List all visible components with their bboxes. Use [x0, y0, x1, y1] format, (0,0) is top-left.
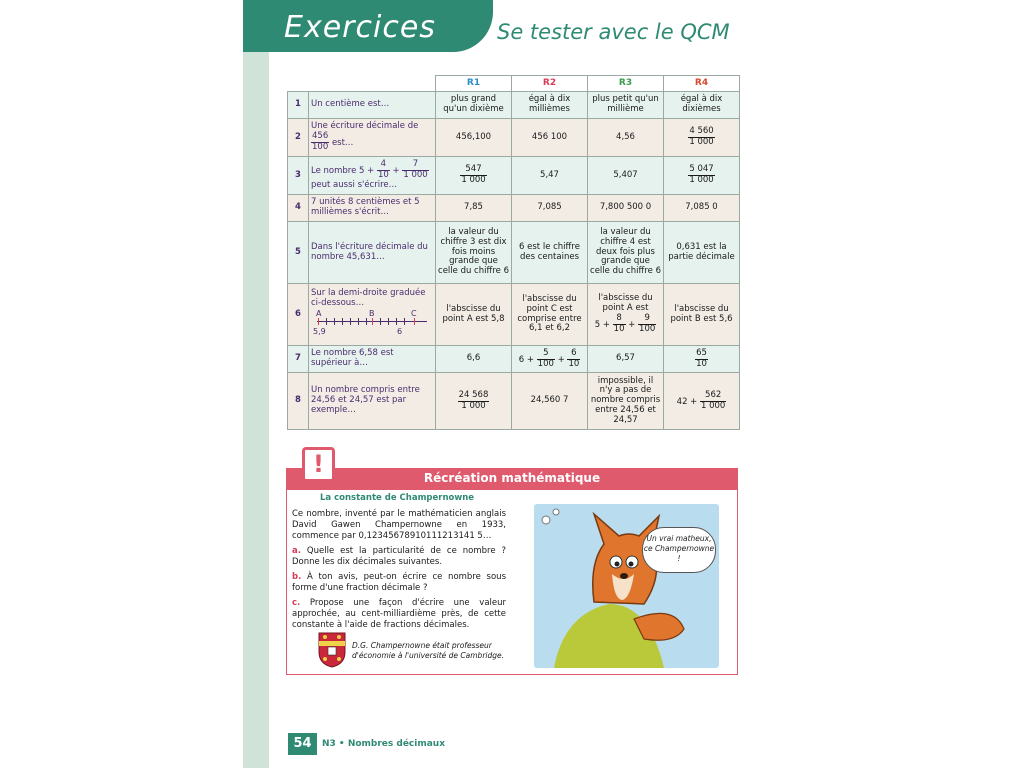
recreation-subtitle: La constante de Champernowne [320, 493, 475, 503]
page-title: Exercices [284, 10, 436, 45]
answer-cell: 6,57 [588, 346, 664, 373]
ruler-label-b: B [369, 309, 375, 319]
answer-cell: l'abscisse du point B est 5,6 [664, 284, 740, 346]
question-number: 2 [288, 119, 309, 157]
ruler-tick [350, 318, 351, 325]
recreation-text [292, 493, 506, 636]
qcm-table [287, 75, 740, 430]
page-number: 54 [288, 733, 317, 755]
question-number: 1 [288, 92, 309, 119]
table-row [288, 195, 740, 222]
answer-cell: plus grand qu'un dixième [436, 92, 512, 119]
column-header-r3: R3 [588, 76, 664, 92]
answer-cell: plus petit qu'un millième [588, 92, 664, 119]
answer-cell: 4,56 [588, 119, 664, 157]
answer-cell: 7,85 [436, 195, 512, 222]
graduated-ruler [311, 310, 429, 340]
ruler-tick [334, 318, 335, 325]
fraction: $\frac{65}{10}$ [696, 347, 707, 369]
question-text [309, 119, 436, 157]
ruler-tick [366, 318, 367, 325]
answer-cell: 24,560 7 [512, 373, 588, 430]
table-row [288, 157, 740, 195]
question-text: Dans l'écriture décimale du nombre 45,631… [309, 222, 436, 284]
answer-cell: la valeur du chiffre 4 est deux fois plus grande que celle du chiffre 6 [588, 222, 664, 284]
professor-note: D.G. Champernowne était professeur d'économie à l'université de Cambridge. [352, 641, 505, 660]
answer-cell: 0,631 est la partie décimale [664, 222, 740, 284]
question-text: Un nombre compris entre 24,56 et 24,57 est par exemple… [309, 373, 436, 430]
fraction: $\frac{7}{1 000}$ [403, 159, 428, 181]
ruler-tick [372, 318, 373, 325]
question-c: c. Propose une façon d'écrire une valeur approchée, au cent-milliardième près, de cette constante à l'aide de fractions décimales. [292, 598, 507, 631]
column-header-r1: R1 [436, 76, 512, 92]
answer-cell [436, 373, 512, 430]
table-row [288, 222, 740, 284]
question-text: 7 unités 8 centièmes et 5 millièmes s'écrit… [309, 195, 436, 222]
ruler-tick [388, 318, 389, 325]
column-header-r4: R4 [664, 76, 740, 92]
answer-cell: égal à dix dixièmes [664, 92, 740, 119]
answer-cell: 456 100 [512, 119, 588, 157]
ruler-label-c: C [411, 309, 417, 319]
answer-cell: l'abscisse du point C est comprise entre 6,1 et 6,2 [512, 284, 588, 346]
fraction: $\frac{5 047}{1 000}$ [689, 164, 714, 185]
answer-cell: impossible, il n'y a pas de nombre compris entre 24,56 et 24,57 [588, 373, 664, 430]
fraction: $\frac{24 568}{1 000}$ [458, 389, 489, 411]
answer-cell [664, 346, 740, 373]
question-b: b. À ton avis, peut-on écrire ce nombre sous forme d'une fraction décimale ? [292, 572, 506, 594]
table-row [288, 92, 740, 119]
table-row [288, 284, 740, 346]
answer-cell: l'abscisse du point A est 5,8 [436, 284, 512, 346]
answer-cell: 7,085 0 [664, 195, 740, 222]
recreation-title: Récréation mathématique [423, 471, 601, 485]
question-number: 7 [288, 346, 309, 373]
fraction: $\frac{456}{100}$ [312, 131, 329, 152]
question-text: Sur la demi-droite graduée ci-dessous… A B C 5,9 6 [309, 284, 436, 346]
exclamation-icon: ! [302, 447, 335, 482]
fraction: $\frac{6}{10}$ [568, 347, 580, 369]
question-number: 6 [288, 284, 309, 346]
question-number: 4 [288, 195, 309, 222]
ruler-value-59: 5,9 [313, 327, 326, 337]
question-a: a. Quelle est la particularité de ce nombre ? Donne les dix décimales suivantes. [292, 546, 507, 568]
question-number: 8 [288, 373, 309, 430]
question-number: 5 [288, 222, 309, 284]
ruler-tick [404, 318, 405, 325]
answer-cell [664, 157, 740, 195]
chapter-label: N3 • Nombres décimaux [322, 739, 446, 749]
fraction: $\frac{8}{10}$ [613, 313, 625, 334]
answer-cell: 6 + $\frac{5}{100}$ + $\frac{6}{10}$ [512, 346, 588, 373]
answer-cell: 7,800 500 0 [588, 195, 664, 222]
ruler-value-6: 6 [397, 327, 403, 337]
ruler-tick [396, 318, 397, 325]
question-text: Le nombre 5 + $\frac{4}{10}$ + $\frac{7}{1 000}$ peut aussi s'écrire… [309, 157, 436, 195]
table-header-row [288, 76, 740, 92]
answer-cell: 42 + $\frac{562}{1 000}$ [664, 373, 740, 430]
question-number: 3 [288, 157, 309, 195]
table-row [288, 373, 740, 430]
answer-cell: 5,407 [588, 157, 664, 195]
ruler-tick [326, 318, 327, 325]
answer-cell [436, 157, 512, 195]
fraction: $\frac{562}{1 000}$ [701, 389, 726, 411]
cambridge-crest-icon [318, 632, 346, 668]
fraction: $\frac{9}{100}$ [639, 313, 656, 334]
answer-cell: la valeur du chiffre 3 est dix fois moins grande que celle du chiffre 6 [436, 222, 512, 284]
ruler-tick [342, 318, 343, 325]
fraction: $\frac{5}{100}$ [537, 347, 554, 369]
answer-cell [664, 119, 740, 157]
column-header-r2: R2 [512, 76, 588, 92]
question-text-pre: Une écriture décimale de [311, 121, 419, 132]
table-row [288, 346, 740, 373]
table-row [288, 119, 740, 157]
fraction: $\frac{4}{10}$ [377, 159, 389, 181]
speech-bubble: Un vrai matheux, ce Champernowne ! [642, 527, 716, 573]
answer-cell: égal à dix millièmes [512, 92, 588, 119]
question-text: Le nombre 6,58 est supérieur à… [309, 346, 436, 373]
answer-cell: 456,100 [436, 119, 512, 157]
recreation-intro: Ce nombre, inventé par le mathématicien anglais David Gawen Champernowne en 1933, commence par 0,12345678910111213141 5… [292, 509, 506, 542]
answer-cell: l'abscisse du point A est 5 + $\frac{8}{10}$ + $\frac{9}{100}$ [588, 284, 664, 346]
fraction: $\frac{547}{1 000}$ [461, 164, 486, 185]
ruler-tick [380, 318, 381, 325]
fraction: $\frac{4 560}{1 000}$ [689, 126, 714, 147]
answer-cell: 6,6 [436, 346, 512, 373]
answer-cell: 7,085 [512, 195, 588, 222]
page-subtitle: Se tester avec le QCM [497, 20, 730, 44]
ruler-tick [358, 318, 359, 325]
answer-cell: 5,47 [512, 157, 588, 195]
ruler-label-a: A [316, 309, 322, 319]
question-text: Un centième est… [309, 92, 436, 119]
ruler-tick [318, 318, 319, 325]
ruler-tick [414, 318, 415, 325]
answer-cell: 6 est le chiffre des centaines [512, 222, 588, 284]
question-text-post: est… [331, 137, 354, 148]
sidebar-band [243, 0, 269, 768]
